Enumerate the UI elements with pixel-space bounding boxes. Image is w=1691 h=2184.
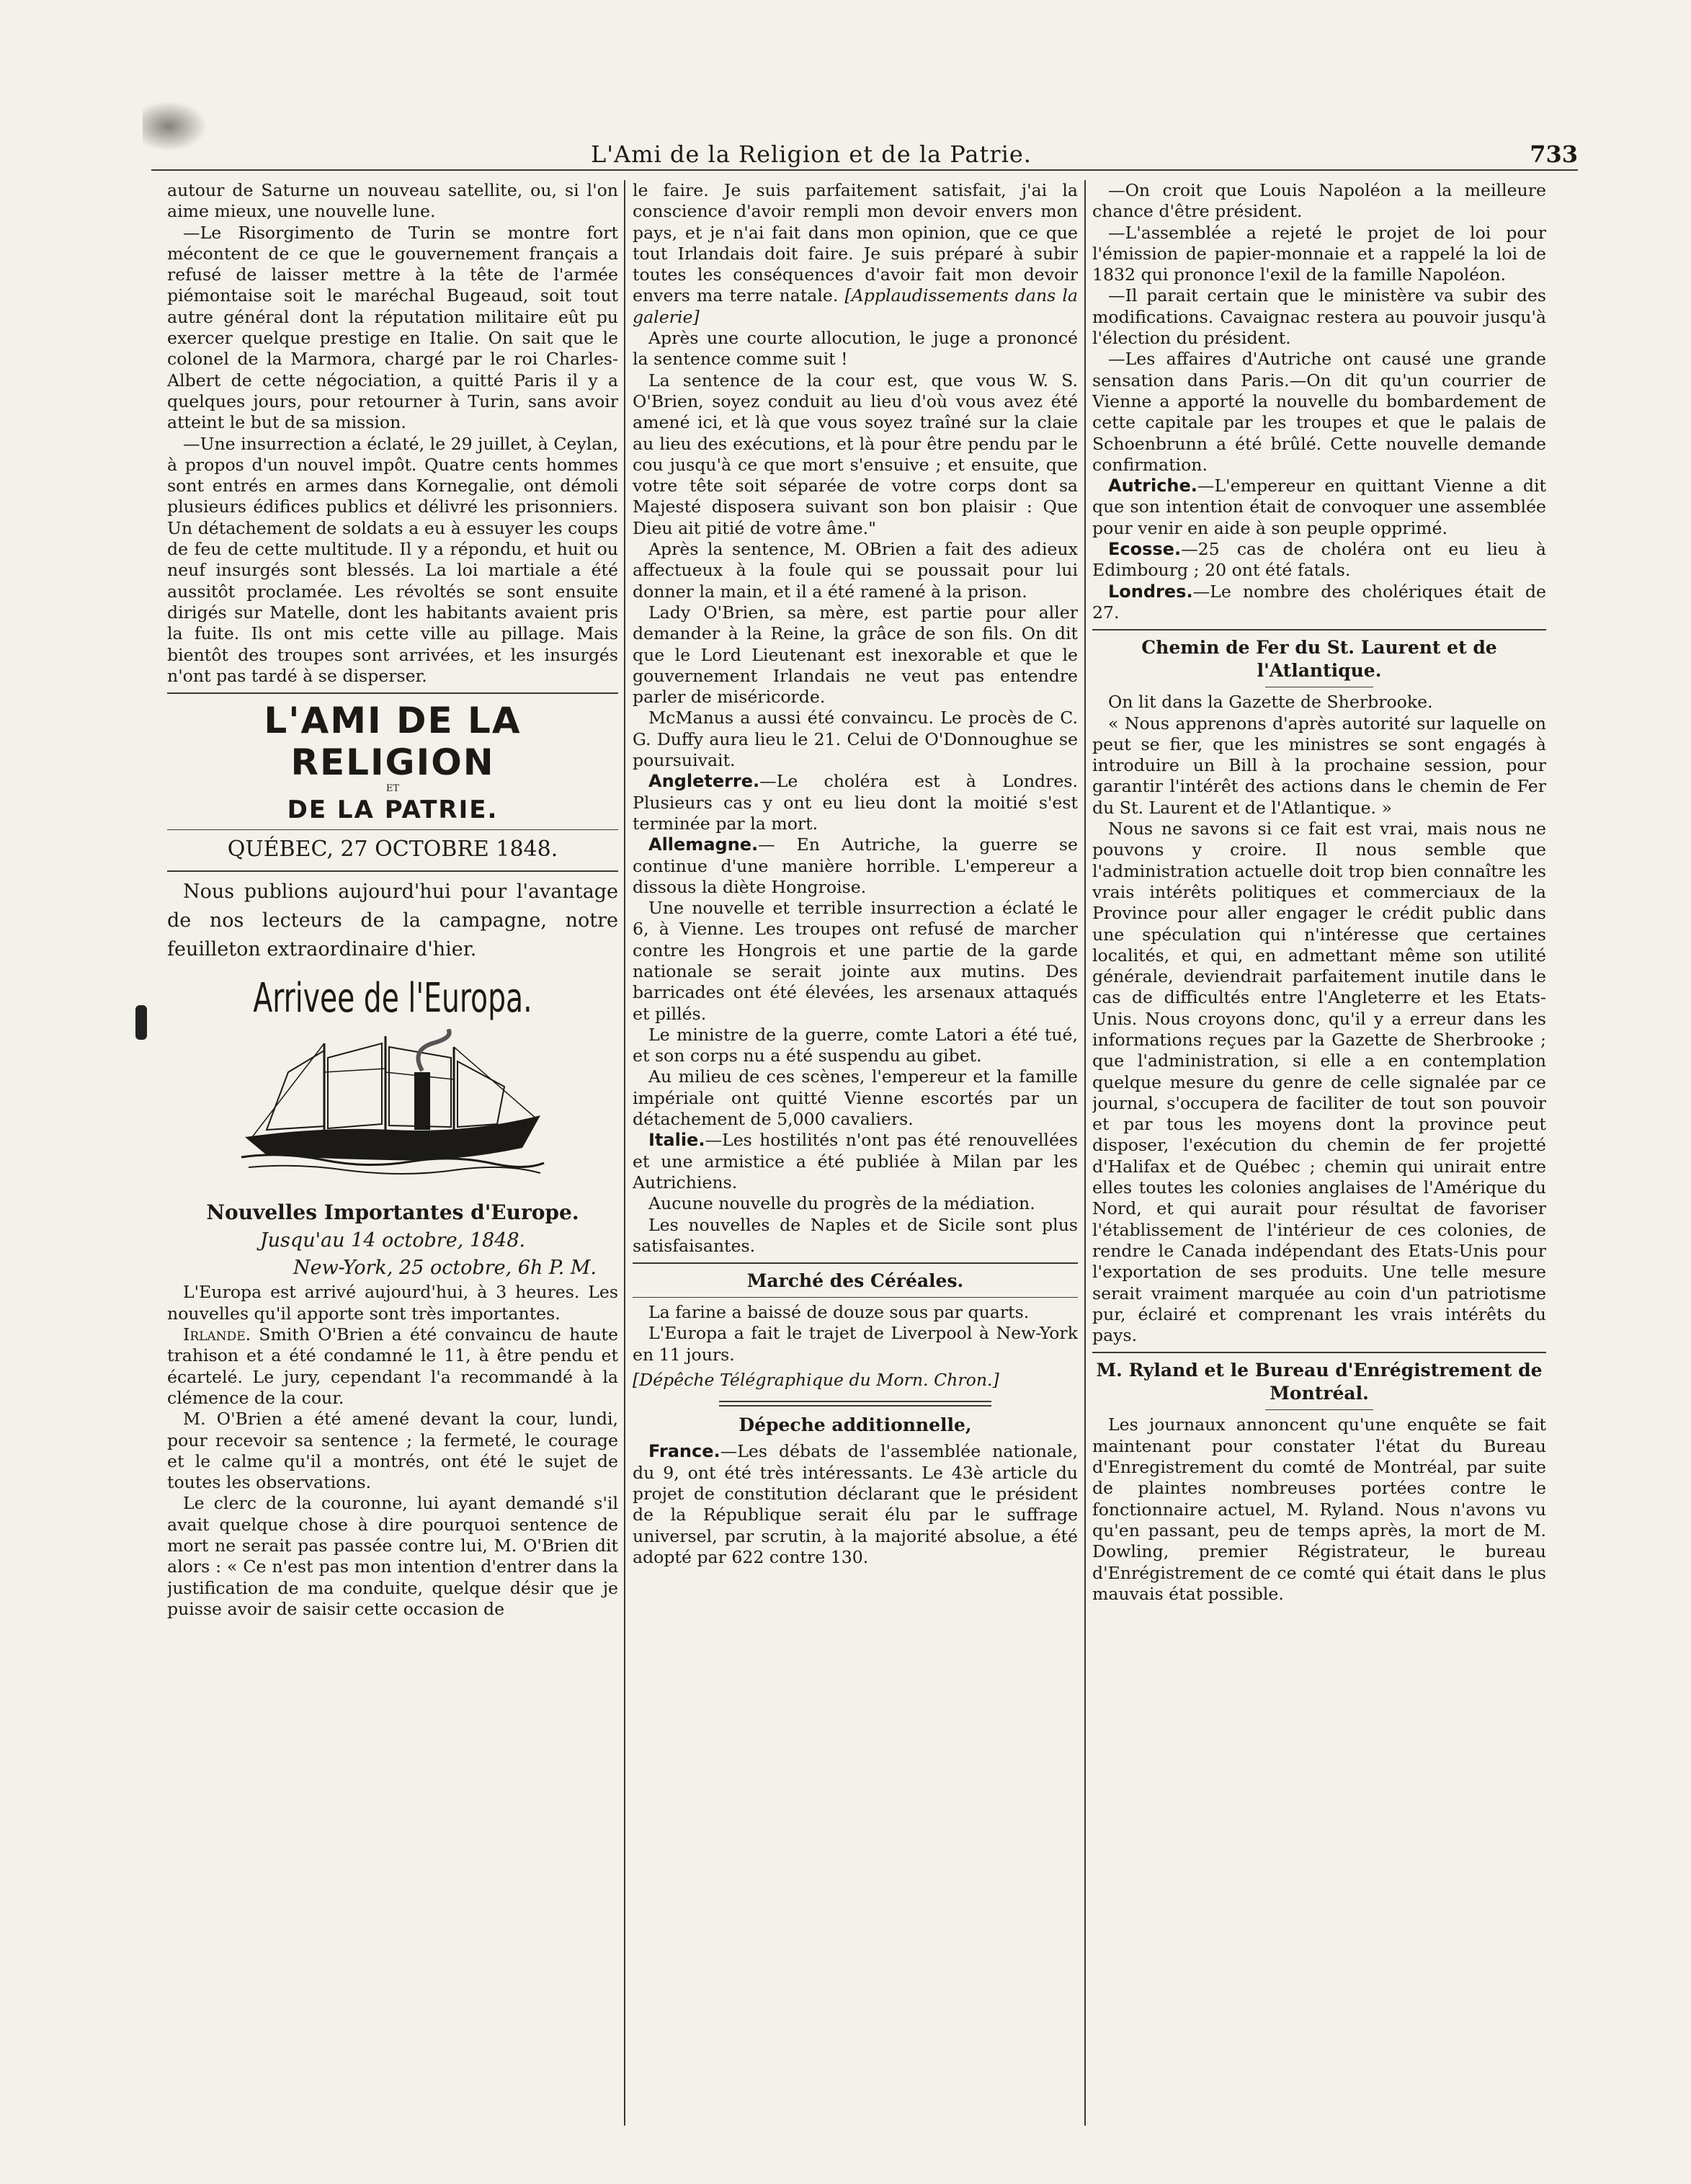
column-rule — [1084, 180, 1086, 2126]
steamship-illustration — [167, 1029, 618, 1193]
section-heading-railway: Chemin de Fer du St. Laurent et de l'Atlantique. — [1141, 637, 1497, 682]
ink-mark — [135, 1005, 147, 1040]
steamship-icon — [238, 1029, 548, 1187]
paragraph-france — [633, 1441, 1078, 1568]
bracket-note: [Applaudissements dans la galerie] — [633, 285, 1078, 327]
country-label: Autriche. — [1108, 476, 1197, 496]
paragraph: Nous ne savons si ce fait est vrai, mais nous ne pouvons y croire. Il nous semble que l'administration actuelle doit trop bien connaître les vrais intérêts politiques et commerciaux de la Province pour aller engager le crédit public dans une spéculation qui n'intéresse que certaines localités, et qui, en admettant même son utilité générale, deviendrait parfaitement inutile dans le cas de difficultés entre l'Angleterre et les Etats-Unis. Nous croyons donc, qu'il y a erreur dans les informations reçues par la Gazette de Sherbrooke ; que l'administration, si elle a en contemplation quelque mesure du genre de celle signalée par ce journal, s'occupera de faciliter de tout son pouvoir et par tous les moyens dont la province peut disposer, l'exécution du chemin de fer projetté d'Halifax et de Québec ; chemin qui unirait entre elles toutes les colonies anglaises de l'Amérique du Nord, et qui aurait pour résultat de favoriser l'établissement de l'intérieur de ces colonies, de rendre le Canada indépendant des Etats-Unis pour l'exportation de ses produits. Une telle mesure serait vraiment marquée au coin d'un patriotisme pur, éclairé et comprenant les vrais intérêts du pays. — [1092, 819, 1546, 1346]
masthead-subtitle: DE LA PATRIE. — [287, 795, 499, 825]
paragraph-germany — [633, 834, 1078, 898]
masthead-et: ET — [385, 783, 400, 795]
paragraph: —Les affaires d'Autriche ont causé une grande sensation dans Paris.—On dit qu'un courrier de Vienne a apporté la nouvelle du bombardement de cette capitale par les troupes et que le palais de Schoenbrunn a été brûlé. Cette nouvelle demande confirmation. — [1092, 349, 1546, 475]
paragraph: McManus a aussi été convaincu. Le procès de C. G. Duffy aura lieu le 21. Celui de O'Donnoughue se poursuivait. — [633, 708, 1078, 771]
paragraph: autour de Saturne un nouveau satellite, ou, si l'on aime mieux, une nouvelle lune. — [167, 180, 618, 222]
paragraph: On lit dans la Gazette de Sherbrooke. — [1108, 692, 1433, 713]
paragraph-text: —Le nombre des cholériques était de 27. — [1092, 581, 1546, 623]
paragraph: L'Europa a fait le trajet de Liverpool à New-York en 11 jours. — [633, 1323, 1078, 1365]
country-label: Ecosse. — [1108, 539, 1182, 560]
country-label: Italie. — [648, 1130, 705, 1151]
divider — [167, 870, 618, 872]
country-label: France. — [648, 1441, 720, 1462]
divider — [1092, 1352, 1546, 1353]
paragraph-text: Smith O'Brien a été convaincu de haute trahison et a été condamné le 11, à être pendu et écartelé. Le jury, cependant l'a recommandé à la clémence de la cour. — [167, 1324, 618, 1408]
dispatch-dateline: New-York, 25 octobre, 6h P. M. — [293, 1257, 597, 1280]
masthead-title: L'AMI DE LA RELIGION — [264, 700, 522, 784]
paragraph-text: —Les débats de l'assemblée nationale, du 9, ont été très intéressants. Le 43è article du projet de constitution déclarant que le président de la République serait élu par le suffrage universel, par scrutin, à la majorité absolue, a été adopté par 622 contre 130. — [633, 1441, 1078, 1567]
section-heading-cereals: Marché des Céréales. — [746, 1270, 964, 1292]
section-heading-ryland: M. Ryland et le Bureau d'Enrégistrement de Montréal. — [1096, 1360, 1543, 1404]
paragraph-text: —L'empereur en quittant Vienne a dit que son intention était de convoquer une assemblée pour venir en aide à son peuple opprimé. — [1092, 476, 1546, 538]
paragraph: M. O'Brien a été amené devant la cour, lundi, pour recevoir sa sentence ; la fermeté, le courage et le calme qu'il a montrés, ont été le sujet de toutes les observations. — [167, 1409, 618, 1493]
divider — [167, 829, 618, 830]
country-label: Irlande. — [183, 1324, 251, 1345]
paragraph-text: —Le choléra est à Londres. Plusieurs cas y ont eu lieu dont la moitié s'est terminée par la mort. — [633, 771, 1078, 834]
paragraph: Les journaux annoncent qu'une enquête se fait maintenant pour constater l'état du Bureau d'Enregistrement du comté de Montréal, par suite de plaintes nombreuses portées contre le fonctionnaire actuel, M. Ryland. Nous n'avons vu qu'en passant, peu de temps après, la mort de M. Dowling, premier Régistrateur, le bureau d'Enrégistrement de ce comté qui était dans le plus mauvais état possible. — [1092, 1414, 1546, 1604]
column-1 — [167, 180, 618, 2154]
paragraph-text: le faire. Je suis parfaitement satisfait, j'ai la conscience d'avoir rempli mon devoir envers mon pays, et je n'ai fait dans mon opinion, que ce que tout Irlandais doit faire. Je suis préparé à subir toutes les conséquences d'avoir fait mon devoir envers ma terre natale. — [633, 180, 1078, 306]
country-label: Angleterre. — [648, 771, 760, 792]
paragraph-text: — En Autriche, la guerre se continue d'une manière horrible. L'empereur a dissous la diète Hongroise. — [633, 834, 1078, 897]
divider — [633, 1262, 1078, 1264]
divider — [167, 692, 618, 694]
paragraph: Une nouvelle et terrible insurrection a éclaté le 6, à Vienne. Les troupes ont refusé de marcher contre les Hongrois et une partie de la garde nationale se serait jointe aux mutins. Des barricades ont été élevées, les arsenaux attaqués et pillés. — [633, 898, 1078, 1024]
paragraph-text: —Les hostilités n'ont pas été renouvellées et une armistice a été publiée à Milan par les Autrichiens. — [633, 1130, 1078, 1193]
paragraph-scotland — [1092, 539, 1546, 581]
paragraph: Le ministre de la guerre, comte Latori a été tué, et son corps nu a été suspendu au gibet. — [633, 1024, 1078, 1066]
paragraph-austria — [1092, 476, 1546, 539]
paragraph: —Il parait certain que le ministère va subir des modifications. Cavaignac restera au pouvoir jusqu'à l'élection du président. — [1092, 285, 1546, 349]
paragraph: Après une courte allocution, le juge a prononcé la sentence comme suit ! — [633, 328, 1078, 370]
country-label: Allemagne. — [648, 834, 759, 855]
paragraph-text: —25 cas de choléra ont eu lieu à Edimbourg ; 20 ont été fatals. — [1092, 539, 1546, 581]
paragraph: Nous publions aujourd'hui pour l'avantage de nos lecteurs de la campagne, notre feuilleton extraordinaire d'hier. — [167, 881, 618, 961]
paragraph: —L'assemblée a rejeté le projet de loi pour l'émission de papier-monnaie et a rappelé la loi de 1832 qui prononce l'exil de la famille Napoléon. — [1092, 222, 1546, 285]
paragraph: Après la sentence, M. OBrien a fait des adieux affectueux à la foule qui se poussait pour lui donner la main, et il a été ramené à la prison. — [633, 539, 1078, 602]
paragraph-italy — [633, 1130, 1078, 1193]
divider — [719, 1401, 991, 1402]
country-label: Londres. — [1108, 581, 1193, 602]
paragraph-ireland — [167, 1324, 618, 1409]
paragraph-england — [633, 771, 1078, 834]
paragraph: Lady O'Brien, sa mère, est partie pour aller demander à la Reine, la grâce de son fils. On dit que le Lord Lieutenant est inexorable et que le gouvernement Irlandais ne veut pas entendre parler de miséricorde. — [633, 602, 1078, 708]
paragraph: Aucune nouvelle du progrès de la médiation. — [648, 1193, 1035, 1214]
masthead-dateline: QUÉBEC, 27 OCTOBRE 1848. — [227, 837, 558, 863]
paragraph: « Nous apprenons d'après autorité sur laquelle on peut se fier, que les ministres se sont engagés à introduire un Bill à la prochaine session, pour garantir l'intérêt des actions dans le chemin de Fer du St. Laurent et de l'Atlantique. » — [1092, 713, 1546, 818]
paragraph: La farine a baissé de douze sous par quarts. — [648, 1302, 1030, 1323]
divider — [1265, 1409, 1373, 1410]
divider — [1092, 629, 1546, 630]
column-3 — [1092, 180, 1546, 2154]
bracket-note: [Dépêche Télégraphique du Morn. Chron.] — [633, 1370, 999, 1391]
section-heading-dispatch: Dépeche additionnelle, — [739, 1414, 972, 1436]
column-2 — [633, 180, 1078, 2154]
paragraph: —On croit que Louis Napoléon a la meilleure chance d'être président. — [1092, 180, 1546, 222]
divider — [719, 1405, 991, 1407]
paragraph — [633, 180, 1078, 328]
paragraph: —Le Risorgimento de Turin se montre fort mécontent de ce que le gouvernement français a refusé de laisser mettre à la tête de l'armée piémontaise soit le maréchal Bugeaud, soit tout autre général dont la réputation militaire eût pu exercer quelque prestige en Italie. On sait que le colonel de la Marmora, chargé par le roi Charles-Albert de cette négociation, a quitté Paris il y a quelques jours, pour retourner à Turin, sans avoir atteint le but de sa mission. — [167, 222, 618, 433]
column-rule — [624, 180, 625, 2126]
paragraph: L'Europa est arrivé aujourd'hui, à 3 heures. Les nouvelles qu'il apporte sont très importantes. — [167, 1282, 618, 1324]
running-head — [151, 141, 1578, 171]
headline-arrival: Arrivee de l'Europa. — [253, 975, 532, 1022]
paragraph: Au milieu de ces scènes, l'empereur et la famille impériale ont quitté Vienne escortés par un détachement de 5,000 cavaliers. — [633, 1066, 1078, 1130]
paragraph: —Une insurrection a éclaté, le 29 juillet, à Ceylan, à propos d'un nouvel impôt. Quatre cents hommes sont entrés en armes dans Kornegalie, ont démoli plusieurs édifices publics et délivré les prisonniers. Un détachement de soldats a eu à essuyer les coups de feu de cette multitude. Il y a répondu, et huit ou neuf insurgés sont blessés. La loi martiale a été aussitôt proclamée. Les révoltés se sont ensuite dirigés sur Matelle, dont les habitants avaient pris la fuite. Ils ont mis cette ville au pillage. Mais bientôt des troupes sont arrivées, et les insurgés n'ont pas tardé à se disperser. — [167, 433, 618, 686]
date-range: Jusqu'au 14 octobre, 1848. — [259, 1229, 526, 1252]
paragraph: Les nouvelles de Naples et de Sicile sont plus satisfaisantes. — [633, 1214, 1078, 1256]
paragraph: Le clerc de la couronne, lui ayant demandé s'il avait quelque chose à dire pourquoi sentence de mort ne serait pas passée contre lui, M. O'Brien dit alors : « Ce n'est pas mon intention d'entrer dans la justification de ma conduite, quelque désir que je puisse avoir de saisir cette occasion de — [167, 1493, 618, 1619]
paragraph: La sentence de la cour est, que vous W. S. O'Brien, soyez conduit au lieu d'où vous avez été amené ici, et là que vous soyez traîné sur la claie au lieu des exécutions, et là pour être pendu par le cou jusqu'à ce que mort s'ensuive ; et ensuite, que votre tête soit séparée de votre corps dont sa Majesté disposera suivant son bon plaisir : Que Dieu ait pitié de votre âme." — [633, 370, 1078, 538]
divider — [633, 1297, 1078, 1298]
running-head-title: L'Ami de la Religion et de la Patrie. — [591, 141, 1032, 168]
page-number: 733 — [1530, 141, 1578, 168]
paragraph-london — [1092, 581, 1546, 624]
subheadline: Nouvelles Importantes d'Europe. — [206, 1200, 579, 1225]
